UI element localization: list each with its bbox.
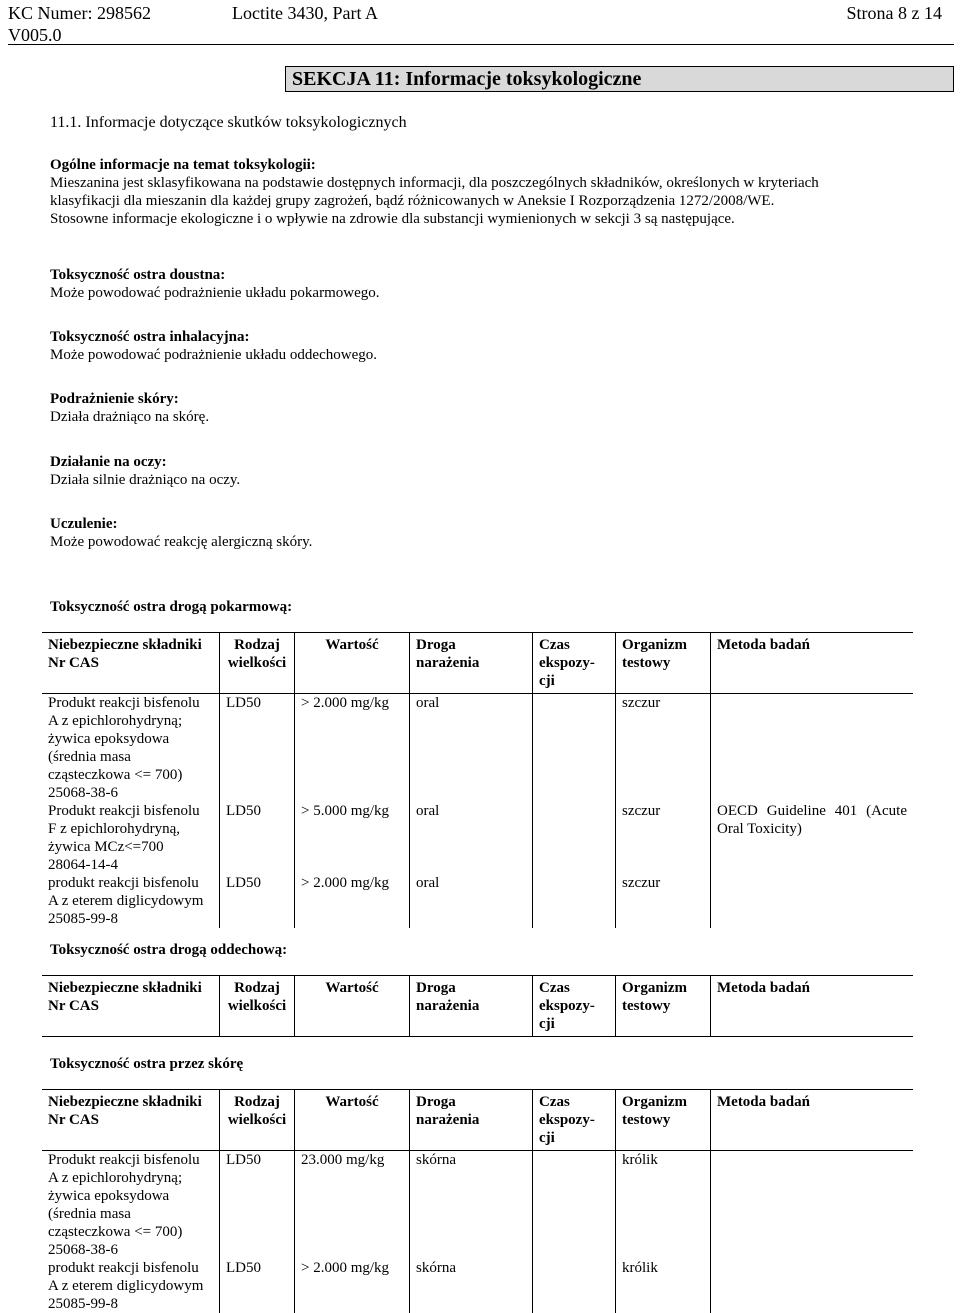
- col-exposure-time: Czas ekspozy- cji: [533, 633, 616, 694]
- document-number: KC Numer: 298562: [8, 3, 151, 23]
- effect-heading: Działanie na oczy:: [50, 454, 167, 470]
- table-row: Produkt reakcji bisfenolu A z epichlorohydryną; żywica epoksydowa (średnia masa cząsteczkowa <= 700) 25068-38-6 LD50 23.000 mg/kg skórna królik: [42, 1151, 913, 1260]
- effect-text: Działa drażniąco na skórę.: [50, 409, 210, 425]
- header-rule: [8, 44, 954, 45]
- table-header-row: [42, 1090, 913, 1151]
- inhal-table-title: Toksyczność ostra drogą oddechową:: [50, 942, 288, 958]
- table-header-row: [42, 976, 913, 1037]
- effect-heading: Podrażnienie skóry:: [50, 391, 179, 407]
- col-route: Droga narażenia: [410, 1090, 533, 1151]
- oral-table-title: Toksyczność ostra drogą pokarmową:: [50, 599, 293, 615]
- effect-skin: [50, 390, 940, 426]
- version: V005.0: [8, 25, 62, 45]
- effect-heading: Uczulenie:: [50, 516, 118, 532]
- header-left: [8, 2, 151, 46]
- col-value: Wartość: [295, 1090, 410, 1151]
- table-row: Produkt reakcji bisfenolu F z epichlorohydryną, żywica MCz<=700 28064-14-4 LD50 > 5.000 mg/kg oral szczur OECD Guideline 401 (Acute Oral Toxicity): [42, 802, 913, 874]
- col-organism: Organizm testowy: [616, 976, 711, 1037]
- effect-text: Działa silnie drażniąco na oczy.: [50, 472, 241, 488]
- table-row: produkt reakcji bisfenolu A z eterem diglicydowym 25085-99-8 LD50 > 2.000 mg/kg skórna królik: [42, 1259, 913, 1313]
- col-method: Metoda badań: [711, 976, 914, 1037]
- effect-inhalation: [50, 328, 940, 364]
- general-info-line: klasyfikacji dla mieszanin dla każdej grupy zagrożeń, bądź różnicowanych w Aneksie I Rozporządzenia 1272/2008/WE.: [50, 193, 775, 209]
- col-value: Wartość: [295, 633, 410, 694]
- effect-sensitization: [50, 515, 940, 551]
- oral-toxicity-table: [42, 632, 913, 928]
- table-header-row: [42, 633, 913, 694]
- section-title-box: [285, 66, 954, 92]
- col-exposure-time: Czas ekspozy- cji: [533, 976, 616, 1037]
- effect-heading: Toksyczność ostra doustna:: [50, 267, 226, 283]
- section-title: SEKCJA 11: Informacje toksykologiczne: [292, 68, 642, 90]
- dermal-table-title: Toksyczność ostra przez skórę: [50, 1056, 244, 1072]
- col-method: Metoda badań: [711, 633, 914, 694]
- general-info: [50, 156, 940, 228]
- effect-oral: [50, 266, 940, 302]
- general-info-line: Mieszanina jest sklasyfikowana na podstawie dostępnych informacji, dla poszczególnych składników, określonych w kryteriach: [50, 175, 819, 191]
- general-info-heading: Ogólne informacje na temat toksykologii:: [50, 157, 316, 173]
- col-components: Niebezpieczne składniki Nr CAS: [42, 633, 220, 694]
- col-value-type: Rodzaj wielkości: [220, 976, 295, 1037]
- effect-text: Może powodować podrażnienie układu pokarmowego.: [50, 285, 380, 301]
- effect-eyes: [50, 453, 940, 489]
- table-row: produkt reakcji bisfenolu A z eterem diglicydowym 25085-99-8 LD50 > 2.000 mg/kg oral szczur: [42, 874, 913, 928]
- inhalation-toxicity-table: [42, 975, 913, 1037]
- dermal-toxicity-table: [42, 1089, 913, 1313]
- product-name: Loctite 3430, Part A: [232, 3, 378, 23]
- col-route: Droga narażenia: [410, 976, 533, 1037]
- col-method: Metoda badań: [711, 1090, 914, 1151]
- col-value-type: Rodzaj wielkości: [220, 1090, 295, 1151]
- table-row: Produkt reakcji bisfenolu A z epichlorohydryną; żywica epoksydowa (średnia masa cząsteczkowa <= 700) 25068-38-6 LD50 > 2.000 mg/kg oral szczur: [42, 694, 913, 803]
- effect-heading: Toksyczność ostra inhalacyjna:: [50, 329, 250, 345]
- col-components: Niebezpieczne składniki Nr CAS: [42, 976, 220, 1037]
- col-organism: Organizm testowy: [616, 1090, 711, 1151]
- general-info-line: Stosowne informacje ekologiczne i o wpływie na zdrowie dla substancji wymienionych w sekcji 3 są następujące.: [50, 211, 735, 227]
- effect-text: Może powodować podrażnienie układu oddechowego.: [50, 347, 377, 363]
- col-route: Droga narażenia: [410, 633, 533, 694]
- effect-text: Może powodować reakcję alergiczną skóry.: [50, 534, 313, 550]
- col-value: Wartość: [295, 976, 410, 1037]
- col-exposure-time: Czas ekspozy- cji: [533, 1090, 616, 1151]
- col-organism: Organizm testowy: [616, 633, 711, 694]
- subsection-title: 11.1. Informacje dotyczące skutków toksykologicznych: [50, 114, 407, 131]
- col-value-type: Rodzaj wielkości: [220, 633, 295, 694]
- col-components: Niebezpieczne składniki Nr CAS: [42, 1090, 220, 1151]
- page-number: Strona 8 z 14: [846, 3, 942, 23]
